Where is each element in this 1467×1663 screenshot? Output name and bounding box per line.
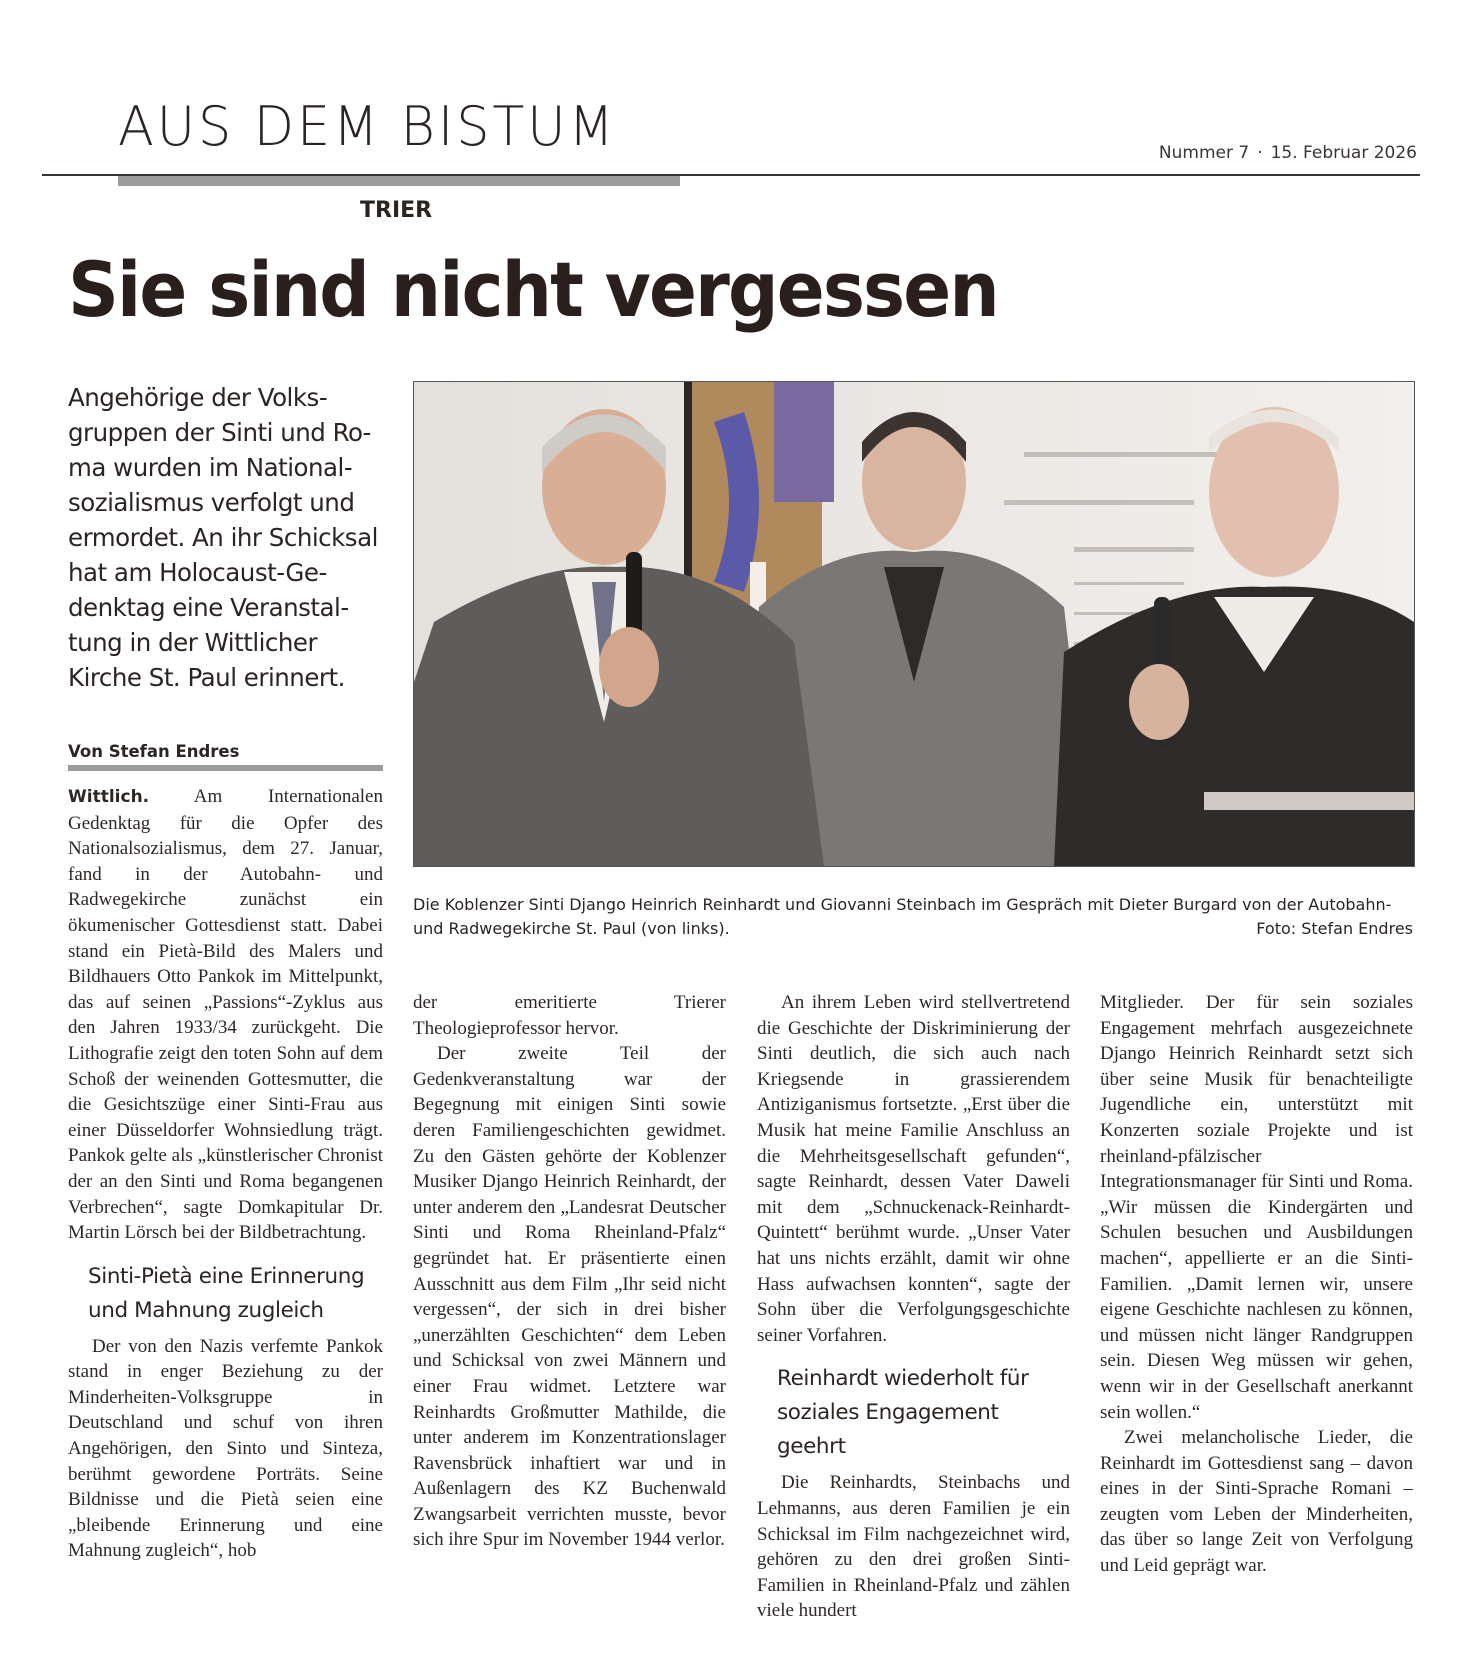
article-column-4	[1100, 990, 1413, 1579]
issue-separator: ·	[1257, 143, 1263, 163]
paragraph: Der von den Nazis verfemte Pankok stand in enger Beziehung zu der Minderheiten-Volksgruppe in Deutschland und schuf von ihren Angehörigen, den Sinto und Sinteza, berühmt gewordene Porträts. Seine Bildnisse und die Pietà seien eine „bleibende Erinnerung und eine Mahnung zugleich“, hob	[68, 1335, 383, 1562]
paragraph: Wittlich. Am Internationalen Gedenktag für die Opfer des Nationalsozialismus, dem 27. Januar, fand in der Autobahn- und Radwegekirche zunächst ein ökumenischer Gottesdienst statt. Dabei stand ein Pietà-Bild des Malers und Bildhauers Otto Pankok im Mittelpunkt, das auf seinen „Passions“-Zyklus aus den Jahren 1933/34 zurückgeht. Die Lithografie zeigt den toten Sohn auf dem Schoß der weinenden Gottesmutter, die die Gesichtszüge einer Sinti-Frau aus einer Düsseldorfer Wohnsiedlung trägt. Pankok gelte als „künstlerischer Chronist der an den Sinti und Roma begangenen Verbrechen“, sagte Domkapitular Dr. Martin Lörsch bei der Bildbetrachtung.	[68, 786, 383, 1244]
photo-image	[414, 382, 1414, 866]
paragraph: An ihrem Leben wird stellvertretend die Geschichte der Diskriminierung der Sinti deutlich, die sich auch nach Kriegsende in grassierendem Antiziganismus fortsetzte. „Erst über die Musik hat meine Familie Anschluss an die Mehrheitsgesellschaft gefunden“, sagte Reinhardt, dessen Vater Daweli mit dem „Schnuckenack-Reinhardt-Quintett“ berühmt wurde. „Unser Vater hat uns nichts erzählt, damit wir ohne Hass aufwachsen konnten“, sagte der Sohn über die Verfolgungsgeschichte seiner Vorfahren.	[757, 992, 1070, 1346]
subhead: Reinhardt wiederholt für soziales Engagement geehrt	[777, 1366, 1029, 1460]
section-title: AUS DEM BISTUM	[118, 95, 617, 158]
article-column-3	[757, 990, 1070, 1624]
photo-credit: Foto: Stefan Endres	[1256, 919, 1413, 938]
issue-number: Nummer 7	[1158, 143, 1250, 163]
caption-text: Die Koblenzer Sinti Django Heinrich Reinhardt und Giovanni Steinbach im Gespräch mit Dieter Burgard von der Autobahn- und Radwegekirche St. Paul (von links).	[413, 895, 1392, 938]
byline: Von Stefan Endres	[68, 742, 240, 761]
paragraph: Die Reinhardts, Steinbachs und Lehmanns, aus deren Familien je ein Schicksal im Film nachgezeichnet wird, gehören zu den drei großen Sinti-Familien in Rheinland-Pfalz und zählen viele hundert	[757, 1472, 1070, 1622]
article-headline: Sie sind nicht vergessen	[68, 245, 998, 334]
article-kicker: TRIER	[360, 198, 433, 223]
paragraph: der emeritierte Trierer Theologieprofessor hervor.	[413, 992, 726, 1039]
dateline: Wittlich.	[68, 787, 150, 807]
paragraph: Mitglieder. Der für sein soziales Engagement mehrfach ausgezeichnete Django Heinrich Reinhardt setzt sich über seine Musik für benachteiligte Jugendliche ein, unterstützt mit Konzerten soziale Projekte und ist rheinland-pfälzischer Integrationsmanager für Sinti und Roma. „Wir müssen die Kindergärten und Schulen besuchen und Ausbildungen machen“, appellierte er an die Sinti-Familien. „Damit lernen wir, unsere eigene Geschichte nachlesen zu können, und müssen nicht länger Randgruppen sein. Diesen Weg müssen wir gehen, wenn wir in der Gesellschaft anerkannt sein wollen.“	[1100, 992, 1413, 1423]
paragraph: Zwei melancholische Lieder, die Reinhardt im Gottesdienst sang – davon eines in der Sinti-Sprache Romani – zeugten vom Leben der Minderheiten, das über so lange Zeit von Verfolgung und Leid geprägt war.	[1100, 1427, 1413, 1577]
photo-caption	[413, 893, 1413, 941]
paragraph: Der zweite Teil der Gedenkveranstaltung war der Begegnung mit einigen Sinti sowie deren Familiengeschichten gewidmet. Zu den Gästen gehörte der Koblenzer Musiker Django Heinrich Reinhardt, der unter anderem den „Landesrat Deutscher Sinti und Roma Rheinland-Pfalz“ gegründet hat. Er präsentierte einen Ausschnitt aus dem Film „Ihr seid nicht vergessen“, der sich in drei bisher „unerzählten Geschichten“ dem Leben und Schicksal von zwei Männern und einer Frau widmet. Letztere war Reinhardts Großmutter Mathilde, die unter anderem im Konzentrationslager Ravensbrück inhaftiert war und in Außenlagern des KZ Buchenwald Zwangsarbeit verrichten musste, bevor sich ihre Spur im November 1944 verlor.	[413, 1043, 726, 1551]
article-column-2	[413, 990, 726, 1553]
article-photo	[413, 381, 1415, 867]
issue-date: 15. Februar 2026	[1270, 143, 1417, 163]
article-teaser: Angehörige der Volksgruppen der Sinti und Roma wurden im Nationalsozialismus verfolgt und ermordet. An ihr Schicksal hat am Holocaust-Gedenktag eine Veranstaltung in der Wittlicher Kirche St. Paul erinnert.	[68, 383, 378, 692]
issue-info	[1159, 143, 1417, 163]
byline-underline-bar	[68, 765, 383, 771]
subhead: Sinti-Pietà eine Erinnerung und Mahnung zugleich	[88, 1263, 365, 1323]
article-column-1	[68, 784, 383, 1564]
section-underline-bar	[118, 176, 680, 186]
